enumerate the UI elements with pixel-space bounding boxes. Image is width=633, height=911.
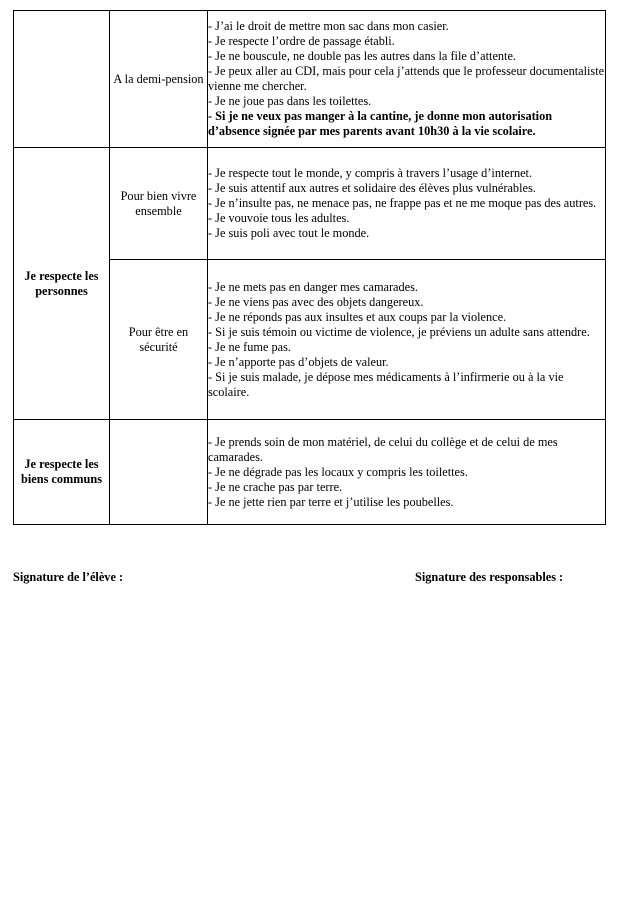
- rules-table: [13, 10, 606, 525]
- rule-item: - Je ne joue pas dans les toilettes.: [208, 94, 372, 108]
- rule-item: - Je suis attentif aux autres et solidaire des élèves plus vulnérables.: [208, 181, 536, 195]
- rule-item: - Si je suis malade, je dépose mes médicaments à l’infirmerie ou à la vie scolaire.: [208, 369, 564, 399]
- rule-item: - Je suis poli avec tout le monde.: [208, 226, 370, 240]
- table-row: [14, 11, 606, 148]
- rules-cell: [208, 420, 606, 525]
- rule-item: - Je vouvoie tous les adultes.: [208, 211, 350, 225]
- rule-item: - Je n’apporte pas d’objets de valeur.: [208, 354, 389, 369]
- rules-cell: [208, 11, 606, 148]
- table-row: [14, 420, 606, 525]
- rules-cell: [208, 148, 606, 260]
- guardians-signature-label: Signature des responsables :: [415, 570, 564, 584]
- student-signature-label: Signature de l’élève :: [13, 570, 124, 584]
- rule-item: - Je ne viens pas avec des objets dangereux.: [208, 294, 424, 309]
- rule-item: - Je respecte l’ordre de passage établi.: [208, 34, 395, 48]
- category-cell: Je respecte les personnes: [14, 148, 110, 420]
- rule-item: - Si je suis témoin ou victime de violence, je préviens un adulte sans attendre.: [208, 324, 590, 339]
- subcategory-cell: A la demi-pension: [110, 11, 208, 148]
- subcategory-cell: [110, 420, 208, 525]
- category-cell: Je respecte les biens communs: [14, 420, 110, 525]
- rule-item: - Je ne dégrade pas les locaux y compris les toilettes.: [208, 464, 468, 479]
- rule-item: - Je ne crache pas par terre.: [208, 479, 343, 494]
- rule-item: - Je ne fume pas.: [208, 339, 291, 354]
- rule-item: - Je respecte tout le monde, y compris à travers l’usage d’internet.: [208, 166, 533, 180]
- rule-item: - Je ne jette rien par terre et j’utilise les poubelles.: [208, 494, 454, 509]
- subcategory-cell: Pour bien vivre ensemble: [110, 148, 208, 260]
- table-row: [14, 148, 606, 260]
- rule-item-bold: - Si je ne veux pas manger à la cantine, je donne mon autorisation d’absence signée par mes parents avant 10h30 à la vie scolaire.: [208, 109, 553, 138]
- subcategory-cell: Pour être en sécurité: [110, 260, 208, 420]
- category-cell: [14, 11, 110, 148]
- rule-item: - Je prends soin de mon matériel, de celui du collège et de celui de mes camarades.: [208, 434, 558, 464]
- rule-item: - Je ne bouscule, ne double pas les autres dans la file d’attente.: [208, 49, 516, 63]
- rule-item: - Je ne mets pas en danger mes camarades.: [208, 279, 418, 294]
- rule-item: - Je n’insulte pas, ne menace pas, ne frappe pas et ne me moque pas des autres.: [208, 196, 597, 210]
- rule-item: - Je peux aller au CDI, mais pour cela j’attends que le professeur documentaliste vienne me chercher.: [208, 64, 605, 93]
- rule-item: - J’ai le droit de mettre mon sac dans mon casier.: [208, 19, 449, 33]
- rule-item: - Je ne réponds pas aux insultes et aux coups par la violence.: [208, 309, 507, 324]
- rules-cell: [208, 260, 606, 420]
